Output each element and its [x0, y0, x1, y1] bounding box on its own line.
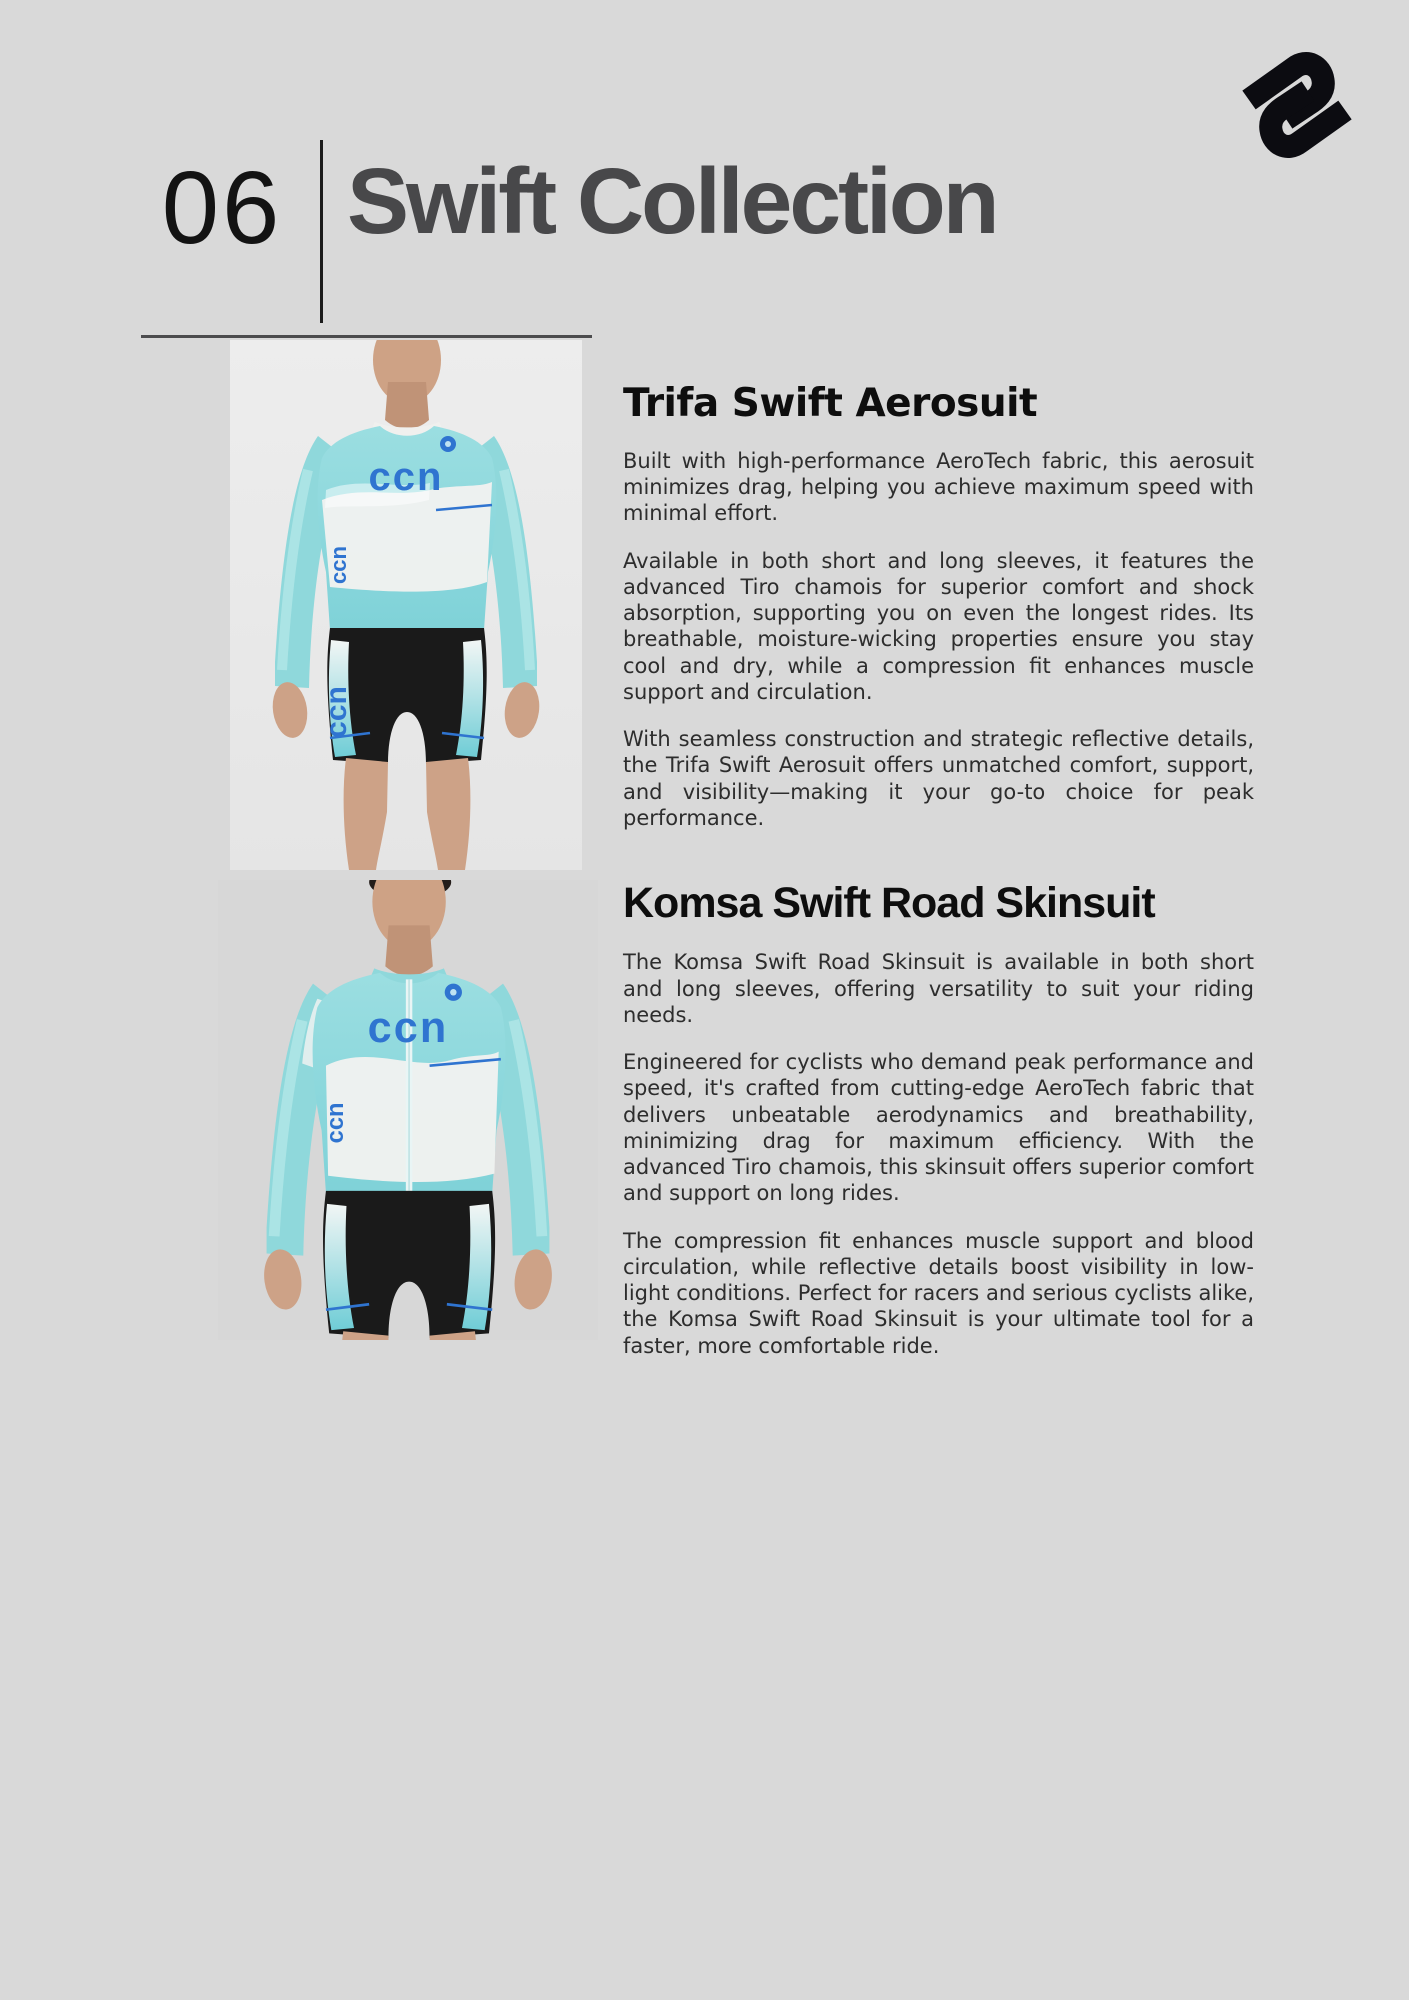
trifa-aerosuit-illustration [230, 340, 582, 870]
ccn-side-logo-text: ccn [322, 1102, 350, 1144]
product-photo-komsa [218, 880, 598, 1340]
product-section-komsa [623, 880, 1254, 1380]
product-paragraph: With seamless construction and strategic reflective details, the Trifa Swift Aerosuit offers unmatched comfort, support, and visibility—making it your go-to choice for peak performance. [623, 727, 1254, 830]
model-figure [260, 880, 555, 1340]
header-divider-vertical [320, 140, 323, 323]
brand-logo-icon [1237, 42, 1357, 168]
ccn-chest-logo-text: ccn [368, 455, 444, 499]
product-section-trifa [623, 383, 1254, 852]
page-title: Swift Collection [347, 149, 997, 253]
komsa-skinsuit-illustration [218, 880, 598, 1340]
product-photo-trifa [230, 340, 582, 870]
ccn-chest-logo-text: ccn [367, 1003, 449, 1052]
model-figure [269, 340, 542, 870]
product-paragraph: The Komsa Swift Road Skinsuit is available in both short and long sleeves, offering versatility to suit your riding needs. [623, 950, 1254, 1027]
product-paragraph: Built with high-performance AeroTech fabric, this aerosuit minimizes drag, helping you achieve maximum speed with minimal effort. [623, 448, 1254, 526]
page-number: 06 [161, 150, 283, 265]
product-name: Trifa Swift Aerosuit [623, 381, 1038, 426]
header-divider-horizontal [141, 335, 592, 338]
product-name: Komsa Swift Road Skinsuit [623, 879, 1155, 927]
product-paragraph: Engineered for cyclists who demand peak performance and speed, it's crafted from cutting-edge AeroTech fabric that delivers unbeatable aerodynamics and breathability, minimizing drag for maximum efficiency. With the advanced Tiro chamois, this skinsuit offers superior comfort and support on long rides. [623, 1050, 1254, 1206]
ccn-side-logo-text: ccn [326, 546, 351, 584]
product-paragraph: The compression fit enhances muscle support and blood circulation, while reflective details boost visibility in low-light conditions. Perfect for racers and serious cyclists alike, the Komsa Swift Road Skinsuit is your ultimate tool for a faster, more comfortable ride. [623, 1228, 1254, 1358]
ccn-leg-logo-text: ccn [320, 686, 353, 738]
product-paragraph: Available in both short and long sleeves, it features the advanced Tiro chamois for superior comfort and shock absorption, supporting you on even the longest rides. Its breathable, moisture-wicking properties ensure you stay cool and dry, while a compression fit enhances muscle support and circulation. [623, 548, 1254, 704]
